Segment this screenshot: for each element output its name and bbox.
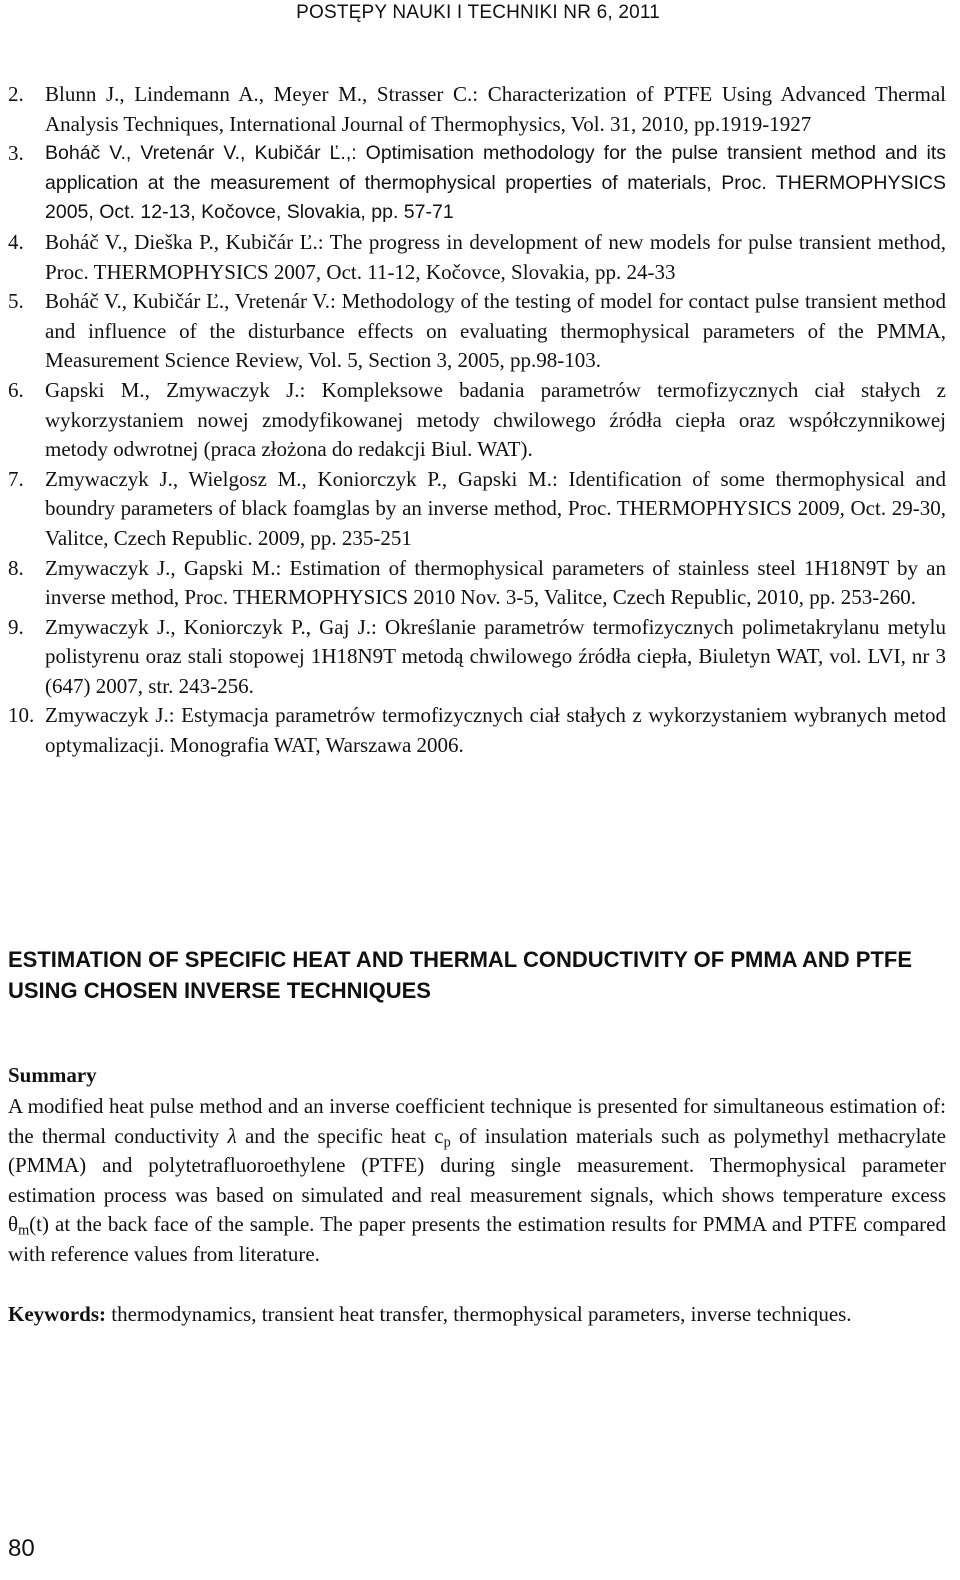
reference-text: Blunn J., Lindemann A., Meyer M., Strasser C.: Characterization of PTFE Using Advanced Thermal Analysis Techniques, International Journal of Thermophysics, Vol. 31, 2010, pp.1919-1927 (45, 82, 946, 136)
reference-number: 3. (8, 141, 24, 166)
keywords-label: Keywords: (8, 1302, 106, 1326)
subscript-p: p (443, 1134, 451, 1151)
subscript-m: m (18, 1222, 30, 1239)
summary-text: (t) at the back face of the sample. The paper presents the estimation results for PMMA and PTFE compared with reference values from literature. (8, 1212, 946, 1266)
summary-heading: Summary (8, 1063, 97, 1087)
summary-text: and the specific heat c (236, 1123, 444, 1148)
reference-number: 10. (8, 703, 35, 728)
reference-text: Boháč V., Kubičár Ľ., Vretenár V.: Methodology of the testing of model for contact pulse transient method and influence of the disturbance effects on evaluating thermophysical parameters of the PMMA, Measurement Science Review, Vol. 5, Section 3, 2005, pp.98-103. (45, 289, 946, 373)
reference-text: Boháč V., Vretenár V., Kubičár Ľ.,: Optimisation methodology for the pulse transient method and its application at the measurement of thermophysical properties of materials, Proc. THERMOPHYSICS 2005, Oct. 12-13, Kočovce, Slovakia, pp. 57-71 (45, 142, 946, 224)
lambda-symbol: λ (227, 1123, 237, 1148)
reference-text: Gapski M., Zmywaczyk J.: Kompleksowe badania parametrów termofizycznych ciał stałych z wykorzystaniem nowej zmodyfikowanej metody chwilowego źródła ciepła oraz współczynnikowej metody odwrotnej (praca złożona do redakcji Biul. WAT). (45, 377, 946, 462)
reference-item (8, 376, 946, 465)
reference-item (8, 465, 946, 554)
reference-item (8, 287, 946, 376)
reference-number: 4. (8, 229, 24, 254)
summary-text: A modified heat pulse method and an inverse coefficient technique is presented for simultaneous estimation of: the thermal conductivity (8, 1094, 946, 1148)
reference-text: Zmywaczyk J., Koniorczyk P., Gaj J.: Określanie parametrów termofizycznych polimetakrylanu metylu polistyrenu oraz stali stopowej 1H18N9T metodą chwilowego źródła ciepła, Biuletyn WAT, vol. LVI, nr 3 (647) 2007, str. 243-256. (45, 614, 946, 698)
reference-item (8, 701, 946, 760)
reference-item (8, 139, 946, 228)
reference-number: 7. (8, 466, 24, 491)
reference-text: Zmywaczyk J., Wielgosz M., Koniorczyk P., Gapski M.: Identification of some thermophysical and boundry parameters of black foamglas by an inverse method, Proc. THERMOPHYSICS 2009, Oct. 29-30, Valitce, Czech Republic. 2009, pp. 235-251 (45, 466, 946, 550)
reference-text: Zmywaczyk J.: Estymacja parametrów termofizycznych ciał stałych z wykorzystaniem wybranych metod optymalizacji. Monografia WAT, Warszawa 2006. (45, 703, 946, 758)
reference-number: 5. (8, 289, 24, 314)
reference-number: 8. (8, 555, 24, 580)
reference-item (8, 554, 946, 613)
reference-text: Boháč V., Dieška P., Kubičár Ľ.: The progress in development of new models for pulse transient method, Proc. THERMOPHYSICS 2007, Oct. 11-12, Kočovce, Slovakia, pp. 24-33 (45, 229, 946, 284)
reference-item (8, 613, 946, 702)
reference-list (8, 80, 946, 761)
reference-number: 9. (8, 614, 24, 639)
reference-number: 6. (8, 377, 24, 402)
page-number: 80 (8, 1535, 35, 1562)
article-title: ESTIMATION OF SPECIFIC HEAT AND THERMAL CONDUCTIVITY OF PMMA AND PTFE USING CHOSEN INVERSE TECHNIQUES (8, 947, 913, 1003)
reference-number: 2. (8, 82, 24, 106)
keywords-paragraph (8, 1300, 946, 1330)
reference-text: Zmywaczyk J., Gapski M.: Estimation of thermophysical parameters of stainless steel 1H18N9T by an inverse method, Proc. THERMOPHYSICS 2010 Nov. 3-5, Valitce, Czech Republic, 2010, pp. 253-260. (45, 555, 946, 610)
keywords-text: thermodynamics, transient heat transfer, thermophysical parameters, inverse techniques. (106, 1302, 852, 1326)
reference-item (8, 228, 946, 287)
summary-text: of insulation materials such as polymethyl methacrylate (PMMA) and polytetrafluoroethylene (PTFE) during single measurement. Thermophysical parameter estimation process was based on simulated and real measurement signals, which shows temperature excess θ (8, 1123, 946, 1237)
reference-item (8, 80, 946, 139)
running-header: POSTĘPY NAUKI I TECHNIKI NR 6, 2011 (296, 2, 660, 23)
summary-paragraph (8, 1092, 946, 1270)
